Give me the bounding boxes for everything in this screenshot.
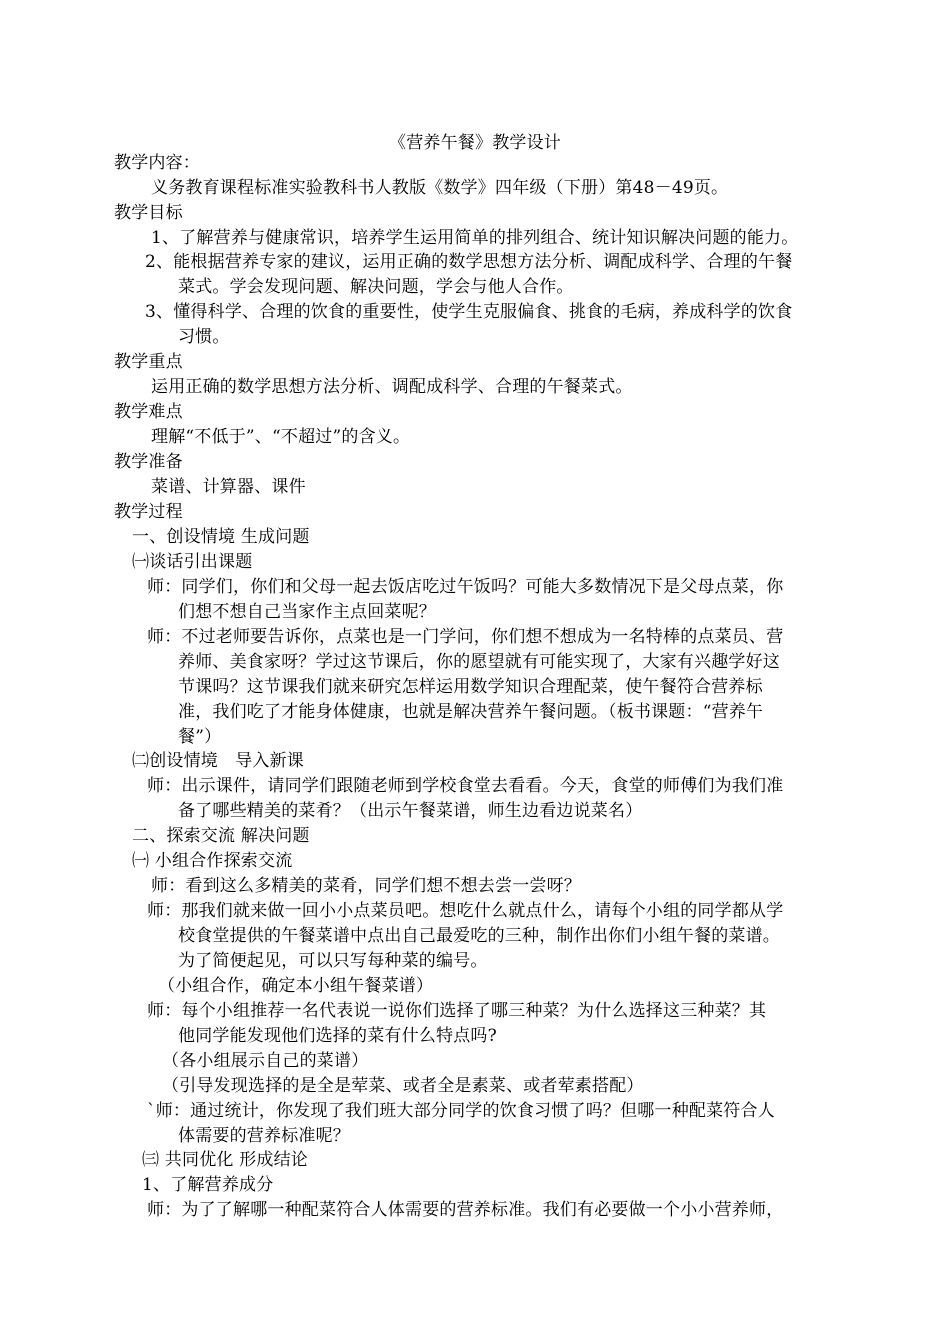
paragraph-line: 他同学能发现他们选择的菜有什么特点吗? (178, 1026, 497, 1046)
paragraph-line: 师：为了了解哪一种配菜符合人体需要的营养标准。我们有必要做一个小小营养师， (147, 1200, 784, 1220)
heading-key-points: 教学重点 (114, 352, 183, 372)
subsection-heading: ㈢ 共同优化 形成结论 (142, 1150, 309, 1170)
paragraph-line: 节课吗？这节课我们就来研究怎样运用数学知识合理配菜，使午餐符合营养标 (178, 677, 763, 697)
paragraph-line: 餐”） (178, 727, 222, 747)
paragraph-line: `师：通过统计，你发现了我们班大部分同学的饮食习惯了吗？但哪一种配菜符合人 (147, 1101, 775, 1121)
subsection-heading: ㈡创设情境 导入新课 (132, 751, 304, 771)
paragraph-line: 3、懂得科学、合理的饮食的重要性，使学生克服偏食、挑食的毛病，养成科学的饮食 (145, 302, 793, 322)
paragraph-line: 们想不想自己当家作主点回菜呢？ (178, 602, 436, 622)
paragraph-line: 为了简便起见，可以只写每种菜的编号。 (178, 951, 488, 971)
paragraph-line: 师：看到这么多精美的菜肴，同学们想不想去尝一尝呀？ (151, 876, 581, 896)
paragraph-line: 备了哪些精美的菜肴？（出示午餐菜谱，师生边看边说菜名） (178, 801, 643, 821)
section-heading: 一、创设情境 生成问题 (132, 527, 310, 547)
paragraph-line: 师：每个小组推荐一名代表说一说你们选择了哪三种菜？为什么选择这三种菜？其 (147, 1001, 767, 1021)
paragraph-line: 习惯。 (178, 327, 230, 347)
paragraph-line: 准，我们吃了才能身体健康，也就是解决营养午餐问题。（板书课题：“营养午 (178, 702, 764, 722)
heading-difficulties: 教学难点 (114, 402, 183, 422)
paragraph-line: 菜式。学会发现问题、解决问题，学会与他人合作。 (178, 277, 574, 297)
subsection-heading: ㈠ 小组合作探索交流 (132, 851, 293, 871)
paragraph-line: 理解“不低于”、“不超过”的含义。 (151, 427, 411, 447)
paragraph-line: （引导发现选择的是全是荤菜、或者全是素菜、或者荤素搭配） (162, 1076, 644, 1096)
paragraph-line: 1、了解营养成分 (142, 1175, 274, 1195)
paragraph-line: 1、了解营养与健康常识，培养学生运用简单的排列组合、统计知识解决问题的能力。 (151, 228, 799, 248)
paragraph-line: 师：那我们就来做一回小小点菜员吧。想吃什么就点什么，请每个小组的同学都从学 (147, 901, 784, 921)
paragraph-line: （小组合作，确定本小组午餐菜谱） (158, 976, 434, 996)
document-title: 《营养午餐》教学设计 (389, 133, 561, 153)
paragraph-line: 师：同学们，你们和父母一起去饭店吃过午饭吗？可能大多数情况下是父母点菜，你 (147, 577, 784, 597)
paragraph-line: 体需要的营养标准呢？ (178, 1126, 350, 1146)
section-heading: 二、探索交流 解决问题 (132, 826, 310, 846)
paragraph-line: 运用正确的数学思想方法分析、调配成科学、合理的午餐菜式。 (151, 377, 633, 397)
subsection-heading: ㈠谈话引出课题 (132, 552, 253, 572)
heading-content: 教学内容： (114, 153, 200, 173)
paragraph-line: 校食堂提供的午餐菜谱中点出自己最爱吃的三种，制作出你们小组午餐的菜谱。 (178, 926, 780, 946)
paragraph-line: 菜谱、计算器、课件 (151, 477, 306, 497)
paragraph-line: 养师、美食家呀？学过这节课后，你的愿望就有可能实现了，大家有兴趣学好这 (178, 652, 780, 672)
paragraph-line: （各小组展示自己的菜谱） (162, 1051, 369, 1071)
paragraph-line: 师：不过老师要告诉你，点菜也是一门学问，你们想不想成为一名特棒的点菜员、营 (147, 627, 784, 647)
heading-process: 教学过程 (114, 502, 183, 522)
heading-preparation: 教学准备 (114, 452, 183, 472)
heading-objectives: 教学目标 (114, 203, 183, 223)
paragraph-line: 义务教育课程标准实验教科书人教版《数学》四年级（下册）第48－49页。 (151, 178, 729, 198)
paragraph-line: 2、能根据营养专家的建议，运用正确的数学思想方法分析、调配成科学、合理的午餐 (145, 252, 793, 272)
paragraph-line: 师：出示课件，请同学们跟随老师到学校食堂去看看。今天，食堂的师傅们为我们准 (147, 776, 784, 796)
